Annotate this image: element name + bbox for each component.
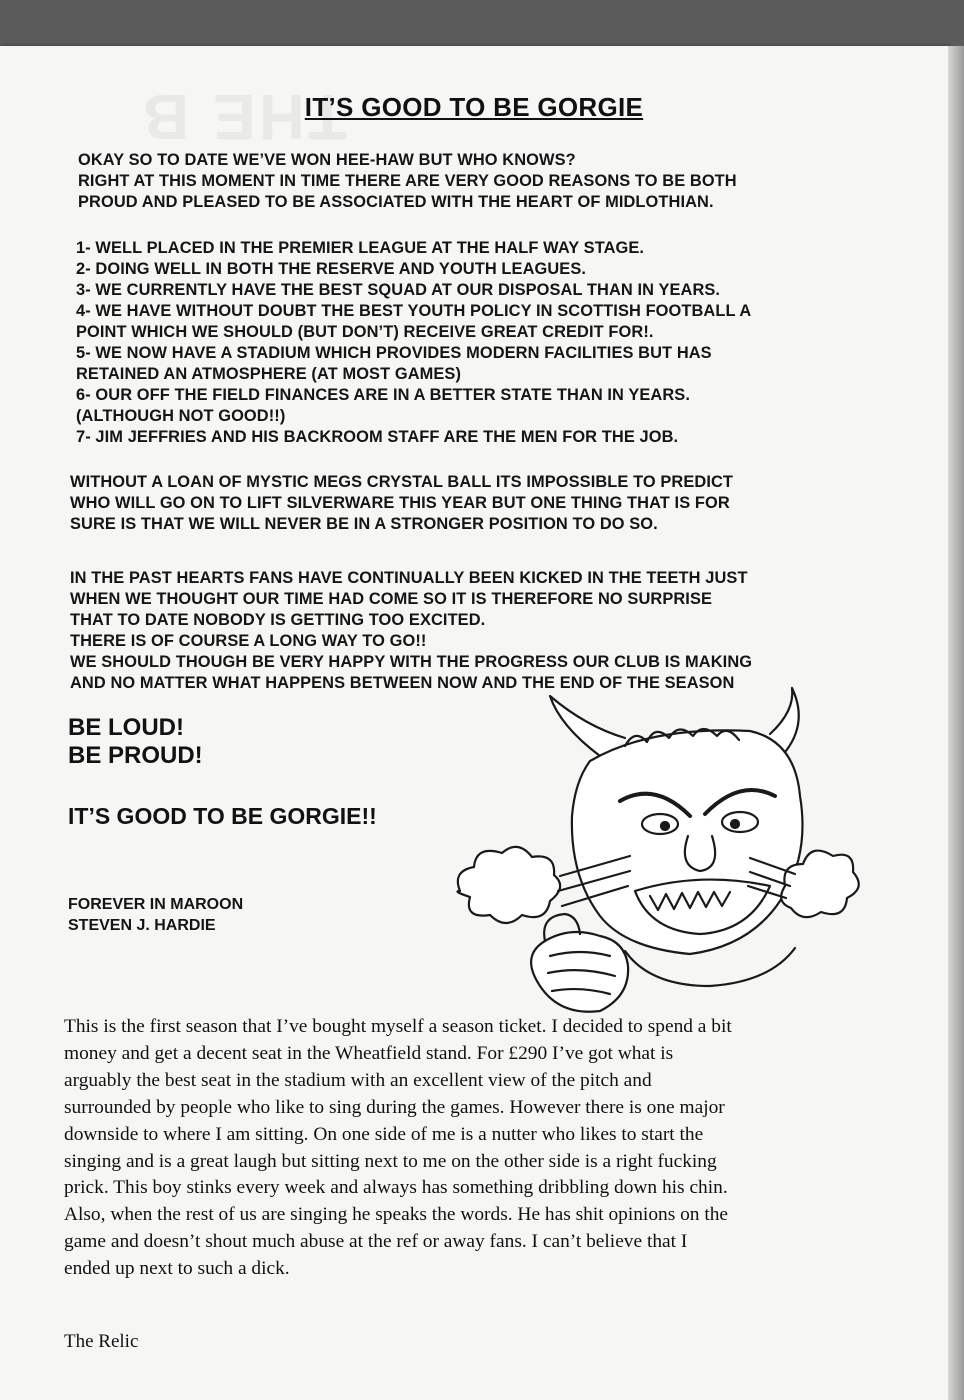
intro-line: PROUD AND PLEASED TO BE ASSOCIATED WITH THE HEART OF MIDLOTHIAN. bbox=[78, 193, 714, 211]
list-item: 1- WELL PLACED IN THE PREMIER LEAGUE AT THE HALF WAY STAGE. bbox=[76, 239, 645, 257]
text-line: THAT TO DATE NOBODY IS GETTING TOO EXCITED. bbox=[70, 611, 486, 629]
text-line: THERE IS OF COURSE A LONG WAY TO GO!! bbox=[70, 632, 427, 650]
list-item: 7- JIM JEFFRIES AND HIS BACKROOM STAFF ARE THE MEN FOR THE JOB. bbox=[76, 428, 679, 446]
letter-body bbox=[64, 1014, 864, 1283]
letter-line: money and get a decent seat in the Wheatfield stand. For £290 I’ve got what is bbox=[64, 1042, 674, 1064]
letter-line: Also, when the rest of us are singing he speaks the words. He has shit opinions on the bbox=[64, 1204, 729, 1226]
list-item: 3- WE CURRENTLY HAVE THE BEST SQUAD AT OUR DISPOSAL THAN IN YEARS. bbox=[76, 281, 721, 299]
list-item: POINT WHICH WE SHOULD (BUT DON’T) RECEIVE GREAT CREDIT FOR!. bbox=[76, 323, 654, 341]
letter-line: downside to where I am sitting. On one side of me is a nutter who likes to start the bbox=[64, 1123, 704, 1145]
list-item: 2- DOING WELL IN BOTH THE RESERVE AND YOUTH LEAGUES. bbox=[76, 260, 587, 278]
list-item: 4- WE HAVE WITHOUT DOUBT THE BEST YOUTH POLICY IN SCOTTISH FOOTBALL A bbox=[76, 302, 752, 320]
intro-line: RIGHT AT THIS MOMENT IN TIME THERE ARE VERY GOOD REASONS TO BE BOTH bbox=[78, 172, 737, 190]
article-title: IT’S GOOD TO BE GORGIE bbox=[304, 92, 644, 122]
letter-line: surrounded by people who like to sing during the games. However there is one major bbox=[64, 1096, 725, 1118]
text-line: WITHOUT A LOAN OF MYSTIC MEGS CRYSTAL BALL ITS IMPOSSIBLE TO PREDICT bbox=[70, 473, 734, 491]
text-line: AND NO MATTER WHAT HAPPENS BETWEEN NOW AND THE END OF THE SEASON bbox=[70, 674, 735, 692]
intro-line: OKAY SO TO DATE WE’VE WON HEE-HAW BUT WHO KNOWS? bbox=[78, 151, 576, 169]
text-line: SURE IS THAT WE WILL NEVER BE IN A STRONGER POSITION TO DO SO. bbox=[70, 515, 658, 533]
angry-jambo-cartoon bbox=[450, 686, 860, 1016]
text-line: IN THE PAST HEARTS FANS HAVE CONTINUALLY BEEN KICKED IN THE TEETH JUST bbox=[70, 569, 748, 587]
letter-line: ended up next to such a dick. bbox=[64, 1258, 290, 1280]
shout-proud: BE PROUD! bbox=[68, 742, 203, 769]
letter-line: arguably the best seat in the stadium with an excellent view of the pitch and bbox=[64, 1069, 652, 1091]
signature-line: FOREVER IN MAROON bbox=[68, 896, 244, 913]
list-item: 5- WE NOW HAVE A STADIUM WHICH PROVIDES MODERN FACILITIES BUT HAS bbox=[76, 344, 712, 362]
text-line: WE SHOULD THOUGH BE VERY HAPPY WITH THE PROGRESS OUR CLUB IS MAKING bbox=[70, 653, 753, 671]
signature-line: STEVEN J. HARDIE bbox=[68, 917, 216, 934]
shout-gorgie: IT’S GOOD TO BE GORGIE!! bbox=[68, 803, 377, 829]
shout-loud: BE LOUD! bbox=[68, 714, 184, 741]
intro-paragraph bbox=[78, 150, 737, 213]
list-item: RETAINED AN ATMOSPHERE (AT MOST GAMES) bbox=[76, 365, 462, 383]
signature bbox=[68, 894, 243, 936]
content bbox=[0, 46, 948, 1400]
letter-line: prick. This boy stinks every week and always has something dribbling down his chin. bbox=[64, 1177, 728, 1199]
text-line: WHEN WE THOUGHT OUR TIME HAD COME SO IT IS THEREFORE NO SURPRISE bbox=[70, 590, 713, 608]
letter-line: singing and is a great laugh but sitting next to me on the other side is a right fucking bbox=[64, 1150, 717, 1172]
reasons-list bbox=[76, 238, 751, 448]
list-item: (ALTHOUGH NOT GOOD!!) bbox=[76, 407, 286, 425]
bleed-through-text: THE B bbox=[140, 81, 347, 153]
text-line: WHO WILL GO ON TO LIFT SILVERWARE THIS YEAR BUT ONE THING THAT IS FOR bbox=[70, 494, 730, 512]
prediction-paragraph bbox=[70, 472, 733, 535]
page-edge bbox=[948, 46, 964, 1400]
letter-credit: The Relic bbox=[64, 1331, 139, 1352]
page bbox=[0, 46, 948, 1400]
list-item: 6- OUR OFF THE FIELD FINANCES ARE IN A BETTER STATE THAN IN YEARS. bbox=[76, 386, 690, 404]
letter-line: This is the first season that I’ve bought myself a season ticket. I decided to spend a bit bbox=[64, 1016, 732, 1037]
letter-line: game and doesn’t shout much abuse at the ref or away fans. I can’t believe that I bbox=[64, 1231, 688, 1253]
history-paragraph bbox=[70, 568, 752, 694]
